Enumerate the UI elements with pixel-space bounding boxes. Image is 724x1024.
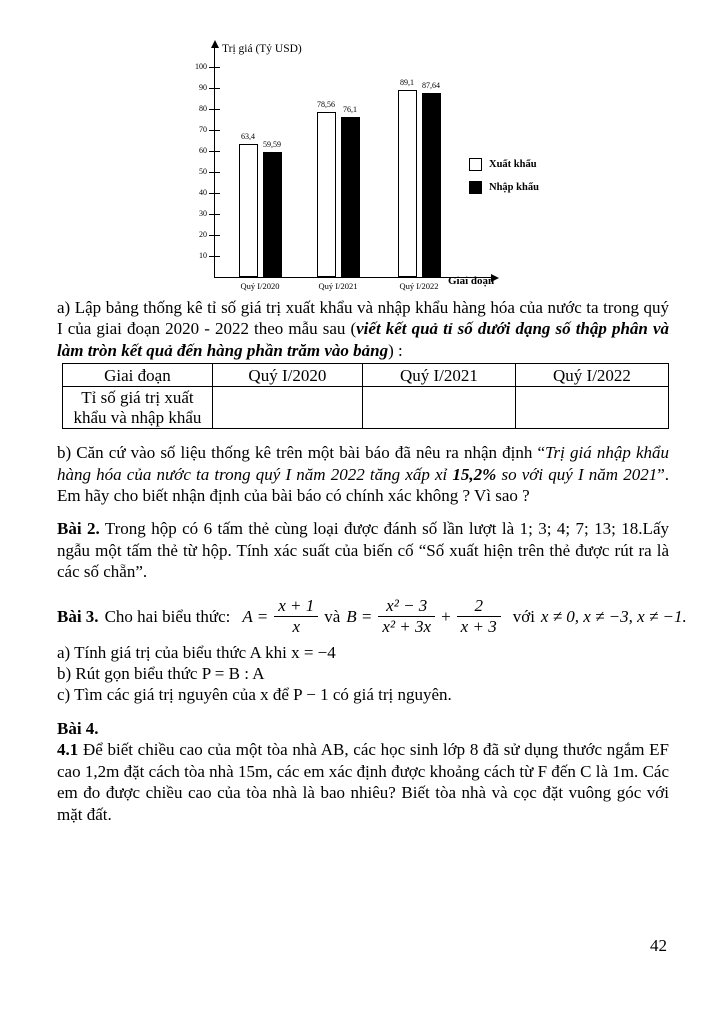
y-axis-tick-label: 50 (199, 167, 207, 176)
formula-A-denominator: x (292, 617, 300, 637)
table-row (63, 387, 669, 429)
problem-3 (57, 592, 687, 706)
table-header-row (63, 364, 669, 387)
question-a (57, 297, 669, 361)
formula-B1-denominator: x² + 3x (382, 617, 432, 637)
y-axis-tick-label: 40 (199, 188, 207, 197)
formula-A-fraction (274, 596, 318, 637)
formula-B2-denominator: x + 3 (460, 617, 497, 637)
table-header-giai-doan: Giai đoạn (63, 364, 213, 387)
y-axis-tick (209, 109, 220, 110)
bar-nhap-khau (263, 152, 282, 277)
y-axis-tick (209, 214, 220, 215)
problem-3-item-a: a) Tính giá trị của biểu thức A khi x = −4 (57, 642, 336, 662)
y-axis-tick (209, 88, 220, 89)
problem-2-text: Trong hộp có 6 tấm thẻ cùng loại được đánh số lần lượt là 1; 3; 4; 7; 13; 18.Lấy ngẫu một tấm thẻ từ hộp. Tính xác suất của biến cố “Số xuất hiện trên thẻ được rút ra là các số chẵn”. (57, 519, 669, 582)
formula-B1-numerator: x² − 3 (378, 596, 435, 617)
question-b-tail: ”. Em hãy cho biết nhận định của bài báo có chính xác không ? Vì sao ? (57, 464, 669, 506)
ratio-table (62, 363, 669, 429)
legend-item-export (469, 158, 539, 171)
y-axis-tick (209, 151, 220, 152)
problem-2-label: Bài 2. (57, 519, 100, 539)
bar-xuat-khau (398, 90, 417, 277)
y-axis-tick (209, 130, 220, 131)
y-axis-tick-label: 100 (195, 62, 207, 71)
formula-B-fraction-1 (378, 596, 435, 637)
x-axis-category-label: Quý I/2022 (399, 281, 439, 291)
y-axis-tick-label: 70 (199, 125, 207, 134)
bar-xuat-khau (317, 112, 336, 277)
formula-condition-intro: với (512, 606, 535, 626)
problem-4-sub-label: 4.1 (57, 740, 79, 760)
problem-3-label: Bài 3. (57, 606, 99, 626)
problem-4-text: Để biết chiều cao của một tòa nhà AB, các học sinh lớp 8 đã sử dụng thước ngắm EF cao 1,2m đặt cách tòa nhà 15m, các em xác định được khoảng cách từ F đến C là 1m. Các em đo được chiều cao của tòa nhà là bao nhiêu? Biết tòa nhà và cọc đặt vuông góc với mặt đất. (57, 740, 669, 824)
formula-B-lhs: B = (346, 606, 373, 626)
bar-value-label: 76,1 (343, 105, 357, 114)
y-axis-tick-label: 80 (199, 104, 207, 113)
bar-value-label: 87,64 (422, 81, 440, 90)
problem-4-label-line (57, 718, 669, 739)
chart-legend (469, 158, 539, 194)
y-axis-line (214, 47, 215, 277)
y-axis-tick (209, 256, 220, 257)
formula-B2-numerator: 2 (457, 596, 501, 617)
question-a-emphasis: viết kết quả tỉ số dưới dạng số thập phân và làm tròn kết quả đến hàng phần trăm vào bảng (57, 319, 669, 360)
formula-A-numerator: x + 1 (274, 596, 318, 617)
y-axis-tick (209, 67, 220, 68)
bar-nhap-khau (422, 93, 441, 277)
formula-and-word: và (324, 606, 341, 626)
question-b-quote-end: so với quý I năm 2021 (496, 464, 658, 484)
problem-4 (57, 718, 669, 825)
legend-label-export: Xuất khẩu (489, 159, 537, 170)
problem-3-formula (57, 592, 687, 642)
import-swatch-icon (469, 181, 482, 194)
y-axis-tick-label: 20 (199, 230, 207, 239)
chart-y-axis-title: Trị giá (Tỷ USD) (222, 43, 302, 55)
table-header-q1-2022: Quý I/2022 (515, 364, 668, 387)
question-a-tail: ) : (388, 340, 403, 360)
bar-value-label: 89,1 (400, 78, 414, 87)
x-axis-category-label: Quý I/2021 (318, 281, 358, 291)
table-row-label: Tỉ số giá trị xuất khẩu và nhập khẩu (63, 387, 213, 429)
document-body (57, 297, 687, 825)
formula-condition: x ≠ 0, x ≠ −3, x ≠ −1. (540, 606, 687, 626)
bar-nhap-khau (341, 117, 360, 277)
question-b-percentage: 15,2% (452, 464, 497, 484)
formula-A-lhs: A = (242, 606, 269, 626)
problem-3-item-b: b) Rút gọn biểu thức P = B : A (57, 664, 265, 684)
y-axis-tick-label: 90 (199, 83, 207, 92)
table-cell-2020 (212, 387, 362, 429)
export-import-bar-chart (195, 38, 555, 296)
formula-plus-sign: + (441, 606, 451, 626)
bar-value-label: 78,56 (317, 100, 335, 109)
problem-4-label: Bài 4. (57, 718, 99, 738)
y-axis-tick-label: 60 (199, 146, 207, 155)
problem-3-items (57, 642, 669, 706)
y-axis-tick-label: 30 (199, 209, 207, 218)
export-swatch-icon (469, 158, 482, 171)
problem-4-text-line (57, 739, 669, 825)
chart-x-axis-title: Giai đoạn (448, 275, 495, 287)
question-b-quote: Trị giá nhập khẩu hàng hóa của nước ta trong quý I năm 2022 tăng xấp xỉ (57, 443, 670, 484)
bar-value-label: 63,4 (241, 132, 255, 141)
y-axis-tick (209, 235, 220, 236)
bar-xuat-khau (239, 144, 258, 277)
y-axis-tick-label: 10 (199, 251, 207, 260)
problem-2 (57, 518, 669, 582)
formula-B-fraction-2 (457, 596, 501, 637)
question-b (57, 442, 669, 506)
table-header-q1-2020: Quý I/2020 (212, 364, 362, 387)
table-cell-2021 (362, 387, 515, 429)
problem-3-intro: Cho hai biểu thức: (104, 606, 231, 626)
problem-3-item-c: c) Tìm các giá trị nguyên của x để P − 1 có giá trị nguyên. (57, 685, 452, 705)
y-axis-tick (209, 172, 220, 173)
table-header-q1-2021: Quý I/2021 (362, 364, 515, 387)
x-axis-category-label: Quý I/2020 (240, 281, 280, 291)
question-b-text: b) Căn cứ vào số liệu thống kê trên một bài báo đã nêu ra nhận định “ (57, 443, 546, 463)
legend-label-import: Nhập khẩu (489, 182, 539, 193)
page-number: 42 (650, 936, 667, 955)
legend-item-import (469, 181, 539, 194)
bar-value-label: 59,59 (263, 140, 281, 149)
question-a-text: a) Lập bảng thống kê tỉ số giá trị xuất khẩu và nhập khẩu hàng hóa của nước ta trong quý I của giai đoạn 2020 - 2022 theo mẫu sau ( (57, 298, 669, 339)
y-axis-tick (209, 193, 220, 194)
table-cell-2022 (515, 387, 668, 429)
